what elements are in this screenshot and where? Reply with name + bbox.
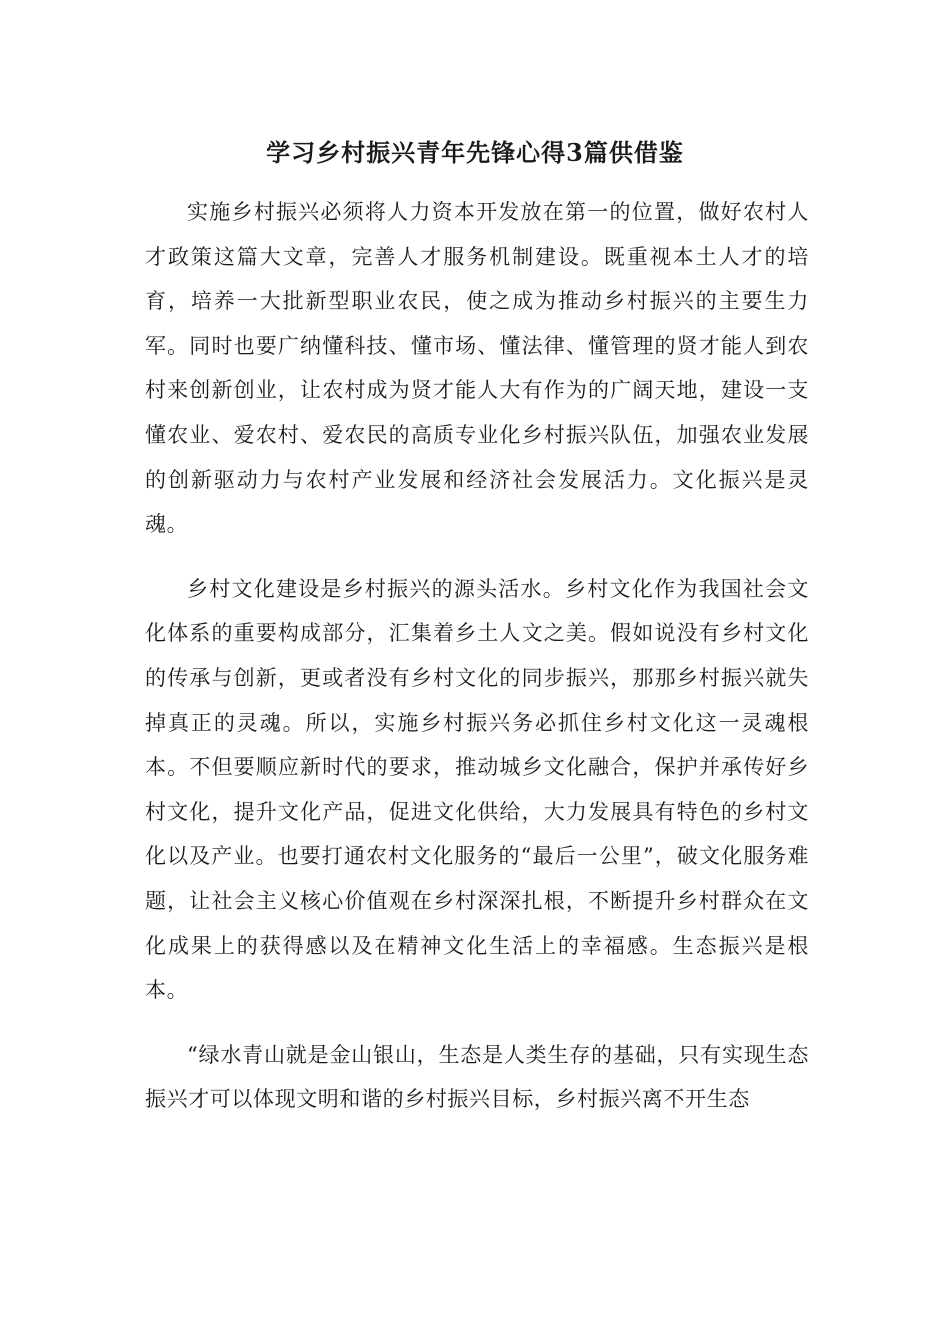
paragraph-ecology: “绿水青山就是金山银山，生态是人类生存的基础，只有实现生态振兴才可以体现文明和谐的乡村振兴目标，乡村振兴离不开生态 (145, 1042, 809, 1112)
paragraph-culture: 乡村文化建设是乡村振兴的源头活水。乡村文化作为我国社会文化体系的重要构成部分，汇集着乡土人文之美。假如说没有乡村文化的传承与创新，更或者没有乡村文化的同步振兴，那那乡村振兴就失掉真正的灵魂。所以，实施乡村振兴务必抓住乡村文化这一灵魂根本。不但要顺应新时代的要求，推动城乡文化融合，保护并承传好乡村文化，提升文化产品，促进文化供给，大力发展具有特色的乡村文化以及产业。也要打通农村文化服务的“最后一公里”，破文化服务难题，让社会主义核心价值观在乡村深深扎根，不断提升乡村群众在文化成果上的获得感以及在精神文化生活上的幸福感。生态振兴是根本。 (145, 576, 809, 1003)
paragraph-talent: 实施乡村振兴必须将人力资本开发放在第一的位置，做好农村人才政策这篇大文章，完善人才服务机制建设。既重视本土人才的培育，培养一大批新型职业农民，使之成为推动乡村振兴的主要生力军。同时也要广纳懂科技、懂市场、懂法律、懂管理的贤才能人到农村来创新创业，让农村成为贤才能人大有作为的广阔天地，建设一支懂农业、爱农村、爱农民的高质专业化乡村振兴队伍，加强农业发展的创新驱动力与农村产业发展和经济社会发展活力。文化振兴是灵魂。 (145, 200, 809, 537)
document-body (145, 190, 809, 1122)
document-title: 学习乡村振兴青年先锋心得3篇供借鉴 (266, 138, 684, 167)
